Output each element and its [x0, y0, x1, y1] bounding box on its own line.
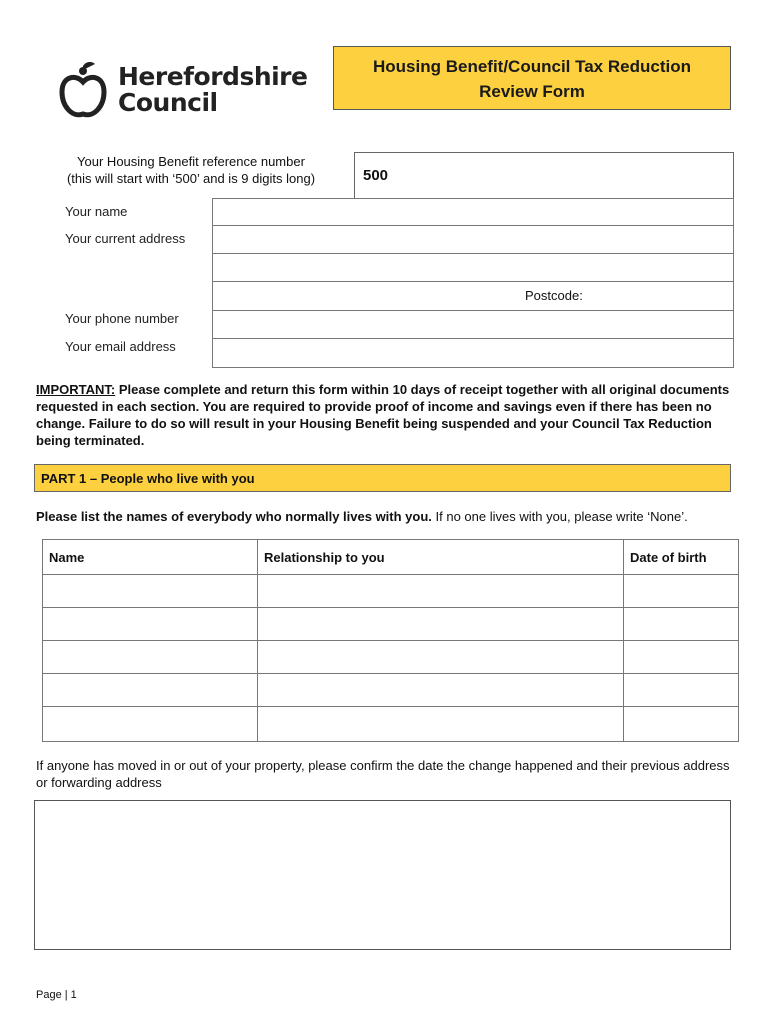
council-logo — [58, 62, 318, 124]
phone-label: Your phone number — [65, 311, 179, 326]
important-notice — [36, 381, 736, 449]
name-label: Your name — [65, 204, 128, 219]
reference-label-line-2: (this will start with ‘500’ and is 9 digits long) — [66, 171, 316, 186]
form-title — [333, 46, 731, 110]
relationship-cell[interactable] — [258, 575, 624, 608]
part-1-instruction-bold: Please list the names of everybody who normally lives with you. — [36, 509, 432, 524]
moved-instruction: If anyone has moved in or out of your property, please confirm the date the change happened and their previous address or forwarding address — [36, 758, 730, 790]
table-row — [43, 674, 739, 707]
table-header-row — [43, 540, 739, 575]
dob-cell[interactable] — [624, 641, 739, 674]
relationship-cell[interactable] — [258, 707, 624, 742]
name-cell[interactable] — [43, 608, 258, 641]
dob-cell[interactable] — [624, 608, 739, 641]
address-field-postcode[interactable] — [212, 281, 734, 311]
relationship-cell[interactable] — [258, 641, 624, 674]
logo-line-2: Council — [118, 88, 218, 117]
name-cell[interactable] — [43, 641, 258, 674]
reference-label-line-1: Your Housing Benefit reference number — [77, 154, 305, 169]
important-text: Please complete and return this form within 10 days of receipt together with all original documents requested in each section. You are required to provide proof of income and savings even if there has been no change. Failure to do so will result in your Housing Benefit being suspended and your Council Tax Reduction being terminated. — [36, 382, 730, 448]
column-header-dob: Date of birth — [624, 540, 739, 575]
important-heading: IMPORTANT: — [36, 382, 116, 397]
part-1-instruction-normal: If no one lives with you, please write ‘None’. — [431, 509, 688, 524]
relationship-cell[interactable] — [258, 608, 624, 641]
dob-cell[interactable] — [624, 674, 739, 707]
page-number: Page | 1 — [36, 989, 77, 1001]
table-row — [43, 608, 739, 641]
form-title-line-2: Review Form — [479, 82, 585, 101]
email-field[interactable] — [212, 338, 734, 368]
moved-address-field[interactable] — [34, 800, 731, 950]
part-1-heading: PART 1 – People who live with you — [34, 464, 731, 492]
name-field[interactable] — [212, 198, 734, 226]
apple-icon — [58, 62, 108, 122]
name-cell[interactable] — [43, 707, 258, 742]
relationship-cell[interactable] — [258, 674, 624, 707]
logo-line-1: Herefordshire — [118, 62, 308, 91]
dob-cell[interactable] — [624, 575, 739, 608]
table-row — [43, 707, 739, 742]
table-row — [43, 641, 739, 674]
reference-number-field[interactable]: 500 — [354, 152, 734, 199]
table-row — [43, 575, 739, 608]
column-header-name: Name — [43, 540, 258, 575]
reference-label — [36, 153, 346, 187]
postcode-label: Postcode: — [525, 288, 583, 303]
form-title-line-1: Housing Benefit/Council Tax Reduction — [373, 57, 691, 76]
email-label: Your email address — [65, 339, 176, 354]
household-table — [42, 539, 739, 742]
column-header-relationship: Relationship to you — [258, 540, 624, 575]
part-1-instruction — [36, 509, 756, 524]
address-field-line-1[interactable] — [212, 225, 734, 254]
phone-field[interactable] — [212, 310, 734, 339]
address-label: Your current address — [65, 231, 186, 246]
address-field-line-2[interactable] — [212, 253, 734, 282]
name-cell[interactable] — [43, 575, 258, 608]
name-cell[interactable] — [43, 674, 258, 707]
dob-cell[interactable] — [624, 707, 739, 742]
